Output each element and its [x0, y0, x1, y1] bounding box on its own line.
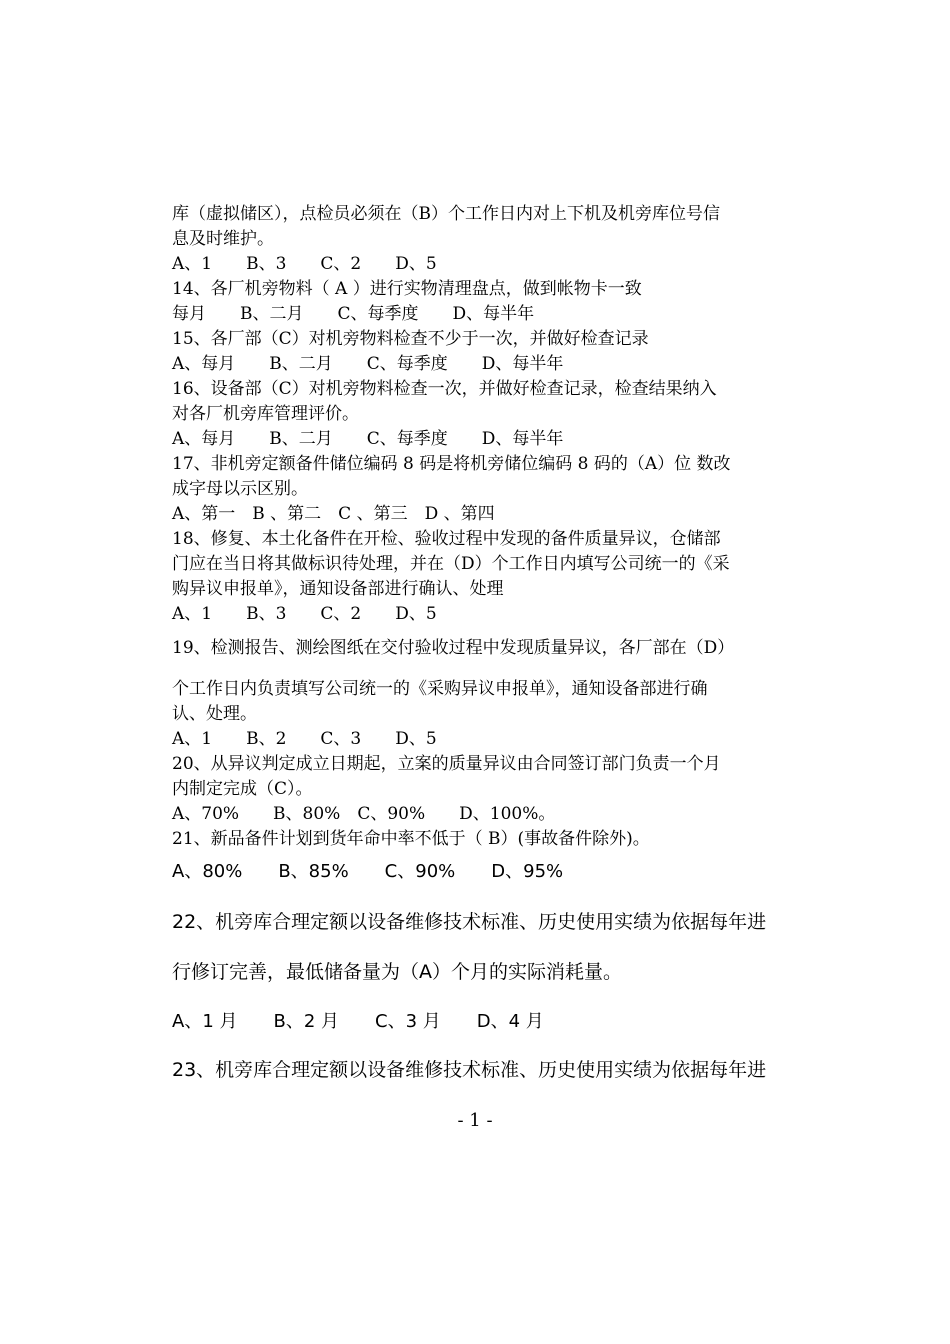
text-line: 16、设备部（C）对机旁物料检查一次，并做好检查记录，检查结果纳入 [172, 379, 717, 399]
text-line: 23、机旁库合理定额以设备维修技术标准、历史使用实绩为依据每年进 [172, 1059, 767, 1081]
text-line: 17、非机旁定额备件储位编码 8 码是将机旁储位编码 8 码的（A）位 数改 [172, 454, 731, 474]
text-line: A、1 B、3 C、2 D、5 [172, 254, 437, 274]
text-line: 18、修复、本土化备件在开检、验收过程中发现的备件质量异议，仓储部 [172, 529, 721, 549]
page-number: - 1 - [457, 1110, 493, 1131]
text-line: 对各厂机旁库管理评价。 [172, 404, 359, 424]
text-line: A、每月 B、二月 C、每季度 D、每半年 [172, 429, 564, 449]
text-line: 19、检测报告、测绘图纸在交付验收过程中发现质量异议，各厂部在（D） [172, 638, 735, 658]
text-line: 息及时维护。 [172, 229, 274, 249]
text-line: 购异议申报单》，通知设备部进行确认、处理 [172, 579, 504, 599]
text-line: 个工作日内负责填写公司统一的《采购异议申报单》，通知设备部进行确 [172, 679, 708, 699]
text-line: 库（虚拟储区），点检员必须在（B）个工作日内对上下机及机旁库位号信 [172, 204, 720, 224]
text-line: 行修订完善，最低储备量为（A）个月的实际消耗量。 [172, 961, 622, 983]
text-line: 认、处理。 [172, 704, 257, 724]
text-line: 20、从异议判定成立日期起，立案的质量异议由合同签订部门负责一个月 [172, 754, 721, 774]
text-line: A、第一 B 、第二 C 、第三 D 、第四 [172, 504, 495, 524]
text-line: A、1 月 B、2 月 C、3 月 D、4 月 [172, 1011, 544, 1032]
text-line: 每月 B、二月 C、每季度 D、每半年 [172, 304, 535, 324]
text-line: A、1 B、2 C、3 D、5 [172, 729, 437, 749]
text-line: 14、各厂机旁物料（ A ）进行实物清理盘点，做到帐物卡一致 [172, 279, 642, 299]
text-line: 成字母以示区别。 [172, 479, 308, 499]
text-line: 21、新品备件计划到货年命中率不低于（ B）(事故备件除外)。 [172, 829, 650, 849]
text-line: 内制定完成（C）。 [172, 779, 313, 799]
text-line: A、1 B、3 C、2 D、5 [172, 604, 437, 624]
text-line: 22、机旁库合理定额以设备维修技术标准、历史使用实绩为依据每年进 [172, 911, 767, 933]
text-line: A、70% B、80% C、90% D、100%。 [172, 804, 556, 824]
text-line: 15、各厂部（C）对机旁物料检查不少于一次，并做好检查记录 [172, 329, 649, 349]
text-line: A、每月 B、二月 C、每季度 D、每半年 [172, 354, 564, 374]
text-line: A、80% B、85% C、90% D、95% [172, 861, 564, 882]
text-line: 门应在当日将其做标识待处理，并在（D）个工作日内填写公司统一的《采 [172, 554, 730, 574]
